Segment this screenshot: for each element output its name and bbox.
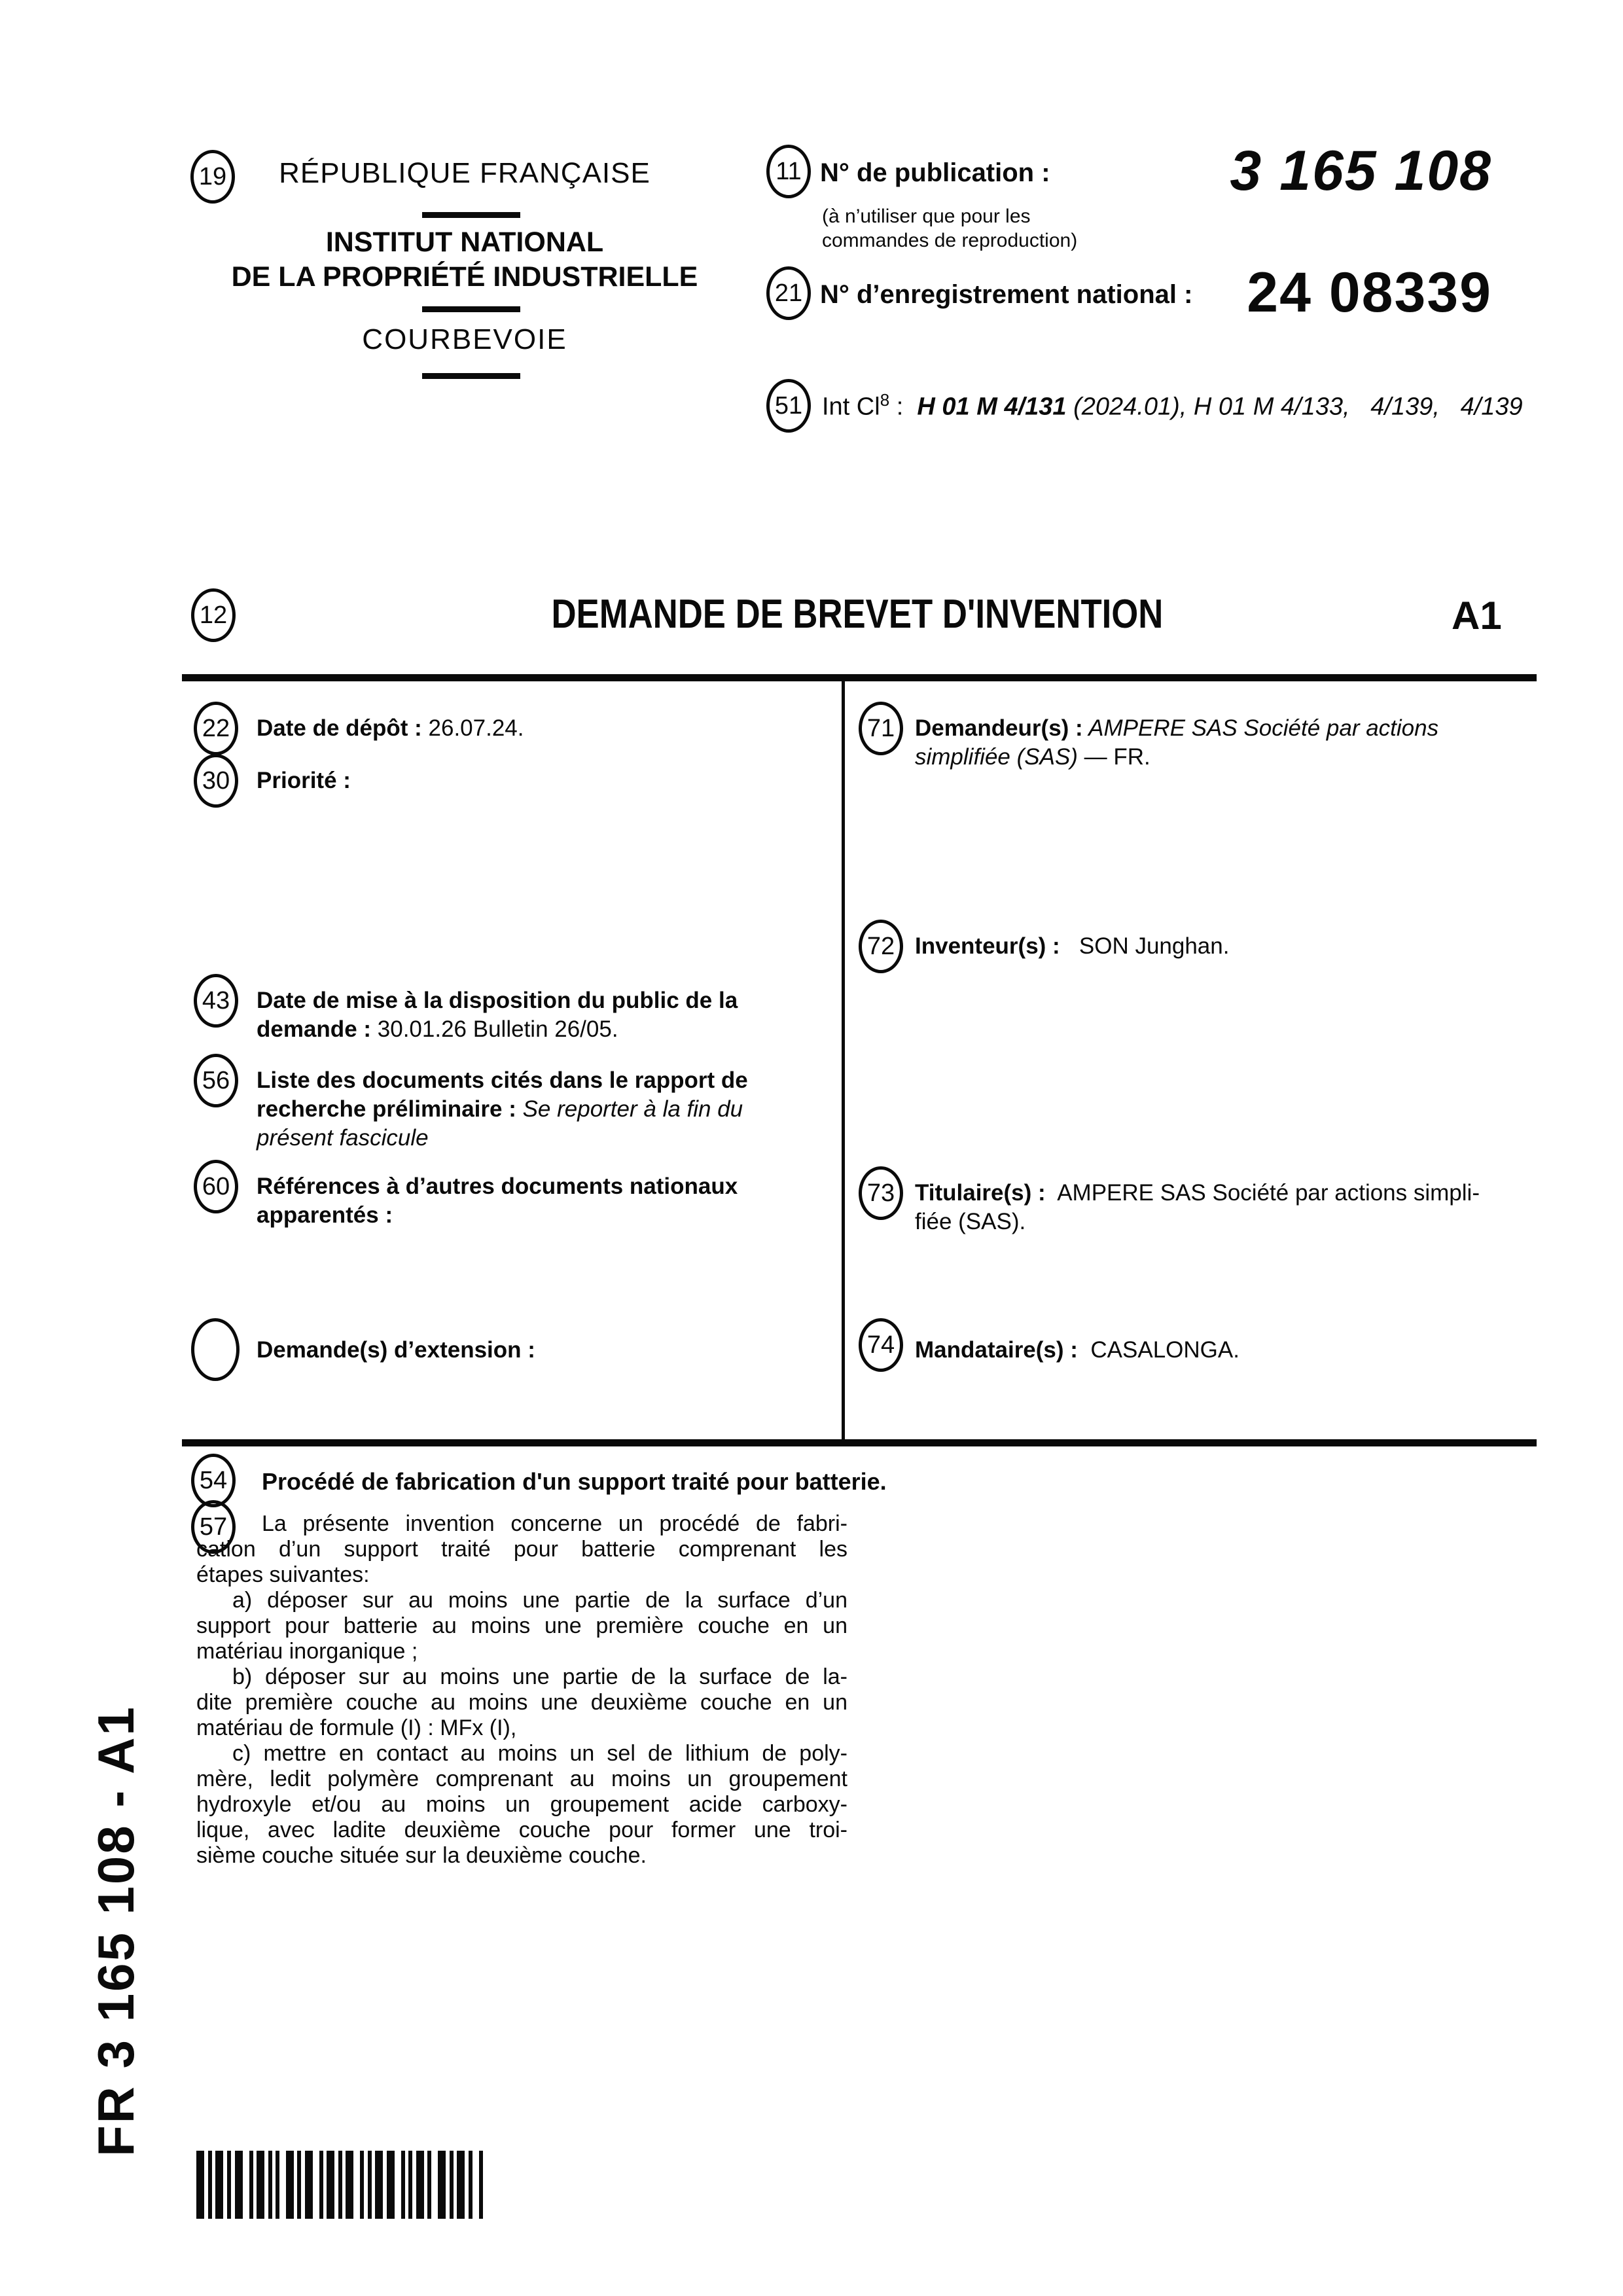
abstract-line: cation d’un support traité pour batterie comprenant les bbox=[196, 1537, 847, 1562]
filing-date-label: Date de dépôt : bbox=[257, 715, 422, 741]
int-cl-label: Int Cl bbox=[822, 393, 880, 421]
applicant-label: Demandeur(s) : bbox=[915, 715, 1083, 741]
barcode-gap bbox=[279, 2151, 286, 2219]
abstract-line: hydroxyle et/ou au moins un groupement acide carboxy- bbox=[196, 1792, 847, 1817]
barcode-gap bbox=[395, 2151, 401, 2219]
inid-code-72 bbox=[859, 920, 903, 973]
document-title: DEMANDE DE BREVET D'INVENTION bbox=[551, 592, 1164, 637]
barcode-bar bbox=[327, 2151, 334, 2219]
extension-request-circle bbox=[191, 1318, 240, 1381]
inid-code-51 bbox=[766, 379, 811, 433]
barcode-gap bbox=[313, 2151, 319, 2219]
barcode bbox=[196, 2151, 484, 2219]
inid-code-43 bbox=[194, 974, 238, 1028]
inid-code-73 bbox=[859, 1166, 903, 1220]
note-line-2: commandes de reproduction) bbox=[822, 230, 1078, 251]
applicant-country: — FR. bbox=[1077, 744, 1150, 770]
cited-documents-note-1: Se reporter à la fin du bbox=[516, 1096, 743, 1122]
agent-name: CASALONGA. bbox=[1077, 1337, 1240, 1363]
related-documents-line-2: apparentés : bbox=[257, 1202, 393, 1228]
int-cl-line bbox=[822, 390, 1523, 422]
table-center-divider bbox=[842, 674, 845, 1446]
institut-line-2: DE LA PROPRIÉTÉ INDUSTRIELLE bbox=[231, 261, 698, 293]
abstract-text bbox=[196, 1511, 847, 1869]
applicant-name-line-2: simplifiée (SAS) bbox=[915, 744, 1078, 770]
header-divider-rule-3 bbox=[422, 373, 520, 379]
inid-code-11 bbox=[766, 145, 811, 198]
publication-number-value: 3 165 108 bbox=[1230, 139, 1492, 202]
inventor-label: Inventeur(s) : bbox=[915, 933, 1060, 959]
inid-code-71-number: 71 bbox=[866, 714, 895, 742]
barcode-bar bbox=[416, 2151, 424, 2219]
barcode-bar bbox=[375, 2151, 383, 2219]
abstract-line: matériau inorganique ; bbox=[196, 1639, 418, 1664]
inid-code-22-number: 22 bbox=[202, 714, 230, 742]
abstract-line: La présente invention concerne un procédé de fabri- bbox=[262, 1511, 847, 1536]
cited-documents-note-2: présent fascicule bbox=[257, 1125, 429, 1151]
abstract-line: a) déposer sur au moins une partie de la surface d’un bbox=[232, 1588, 847, 1613]
related-documents-line-1: Références à d’autres documents nationaux bbox=[257, 1174, 738, 1199]
inid-code-74 bbox=[859, 1318, 903, 1372]
publication-number-note bbox=[822, 204, 1077, 253]
inid-code-30-number: 30 bbox=[202, 766, 230, 795]
applicant-row bbox=[915, 714, 1504, 772]
int-cl-sup: 8 bbox=[880, 390, 890, 410]
barcode-bar bbox=[235, 2151, 243, 2219]
barcode-bar bbox=[286, 2151, 294, 2219]
publication-date-value: 30.01.26 Bulletin 26/05. bbox=[371, 1016, 618, 1042]
inid-code-72-number: 72 bbox=[866, 932, 895, 960]
publication-date-line-1: Date de mise à la disposition du public de la bbox=[257, 988, 738, 1013]
cited-documents-line-1: Liste des documents cités dans le rapport de bbox=[257, 1067, 748, 1093]
header-divider-rule-2 bbox=[422, 306, 520, 312]
sidebar-document-reference: FR 3 165 108 - A1 bbox=[87, 1705, 145, 2157]
inid-code-12 bbox=[191, 588, 236, 642]
filing-date-row bbox=[257, 714, 793, 743]
inid-code-57-number: 57 bbox=[199, 1513, 228, 1541]
int-cl-sep: : bbox=[889, 393, 918, 421]
abstract-line: mère, ledit polymère comprenant au moins un groupement bbox=[196, 1767, 847, 1791]
barcode-gap bbox=[243, 2151, 249, 2219]
table-bottom-rule bbox=[182, 1439, 1537, 1446]
applicant-line-2 bbox=[915, 743, 1504, 772]
barcode-bar bbox=[346, 2151, 353, 2219]
owner-name-line-1: AMPERE SAS Société par actions simpli- bbox=[1045, 1180, 1480, 1206]
inid-code-54 bbox=[191, 1454, 236, 1507]
publication-number-label: N° de publication : bbox=[820, 158, 1050, 187]
barcode-bar bbox=[196, 2151, 204, 2219]
note-line-1: (à n’utiliser que pour les bbox=[822, 206, 1031, 227]
inid-code-21-number: 21 bbox=[774, 279, 803, 307]
cited-documents-row bbox=[257, 1066, 819, 1153]
owner-label: Titulaire(s) : bbox=[915, 1180, 1046, 1206]
int-cl-other-classes: (2024.01), H 01 M 4/133, 4/139, 4/139 bbox=[1066, 393, 1523, 421]
cited-documents-line-2 bbox=[257, 1095, 819, 1124]
registration-number-label: N° d’enregistrement national : bbox=[820, 280, 1193, 309]
republique-francaise-label: RÉPUBLIQUE FRANÇAISE bbox=[279, 157, 651, 189]
barcode-bar bbox=[257, 2151, 264, 2219]
abstract-line: dite première couche au moins une deuxième couche en un bbox=[196, 1690, 847, 1715]
invention-title: Procédé de fabrication d'un support traité pour batterie. bbox=[262, 1468, 887, 1495]
barcode-bar bbox=[438, 2151, 446, 2219]
extension-request-label: Demande(s) d’extension : bbox=[257, 1337, 535, 1363]
city-label: COURBEVOIE bbox=[362, 323, 567, 355]
applicant-name-line-1: AMPERE SAS Société par actions bbox=[1082, 715, 1439, 741]
table-top-rule bbox=[182, 674, 1537, 681]
inid-code-56 bbox=[194, 1054, 238, 1107]
inid-code-43-number: 43 bbox=[202, 986, 230, 1014]
owner-row bbox=[915, 1179, 1530, 1236]
inventor-name: SON Junghan. bbox=[1060, 933, 1230, 959]
abstract-line: c) mettre en contact au moins un sel de lithium de poly- bbox=[232, 1741, 847, 1766]
barcode-gap bbox=[473, 2151, 479, 2219]
abstract-line: sième couche située sur la deuxième couche. bbox=[196, 1843, 647, 1868]
filing-date-value: 26.07.24. bbox=[421, 715, 524, 741]
barcode-gap bbox=[483, 2151, 484, 2219]
int-cl-main-class: H 01 M 4/131 bbox=[917, 393, 1067, 421]
inid-code-73-number: 73 bbox=[866, 1179, 895, 1207]
inid-code-74-number: 74 bbox=[866, 1331, 895, 1359]
inid-code-54-number: 54 bbox=[199, 1466, 228, 1494]
inid-code-56-number: 56 bbox=[202, 1066, 230, 1094]
inid-code-21 bbox=[766, 266, 811, 320]
inid-code-22 bbox=[194, 702, 238, 755]
inid-code-11-number: 11 bbox=[776, 157, 802, 185]
inid-code-12-number: 12 bbox=[199, 601, 228, 629]
document-title-wrap bbox=[419, 591, 1296, 637]
owner-name-line-2: fiée (SAS). bbox=[915, 1209, 1026, 1234]
barcode-bar bbox=[305, 2151, 313, 2219]
institut-national-label bbox=[170, 225, 759, 295]
abstract-line: support pour batterie au moins une première couche en un bbox=[196, 1613, 847, 1638]
publication-date-line-2 bbox=[257, 1015, 819, 1044]
document-kind-code: A1 bbox=[1452, 594, 1502, 637]
barcode-bar bbox=[215, 2151, 223, 2219]
inventor-row bbox=[915, 932, 1504, 961]
barcode-gap bbox=[431, 2151, 438, 2219]
inid-code-51-number: 51 bbox=[774, 391, 803, 420]
abstract-line: b) déposer sur au moins une partie de la surface de la- bbox=[232, 1664, 847, 1689]
applicant-line-1 bbox=[915, 714, 1504, 743]
inid-code-30 bbox=[194, 754, 238, 808]
barcode-gap bbox=[353, 2151, 360, 2219]
publication-date-row bbox=[257, 986, 819, 1044]
inid-code-60 bbox=[194, 1160, 238, 1213]
abstract-line: lique, avec ladite deuxième couche pour former une troi- bbox=[196, 1818, 847, 1842]
registration-number-value: 24 08339 bbox=[1247, 261, 1492, 324]
abstract-line: étapes suivantes: bbox=[196, 1562, 370, 1587]
related-documents-row bbox=[257, 1172, 819, 1230]
barcode-bar bbox=[457, 2151, 465, 2219]
abstract-line: matériau de formule (I) : MFx (I), bbox=[196, 1715, 517, 1740]
barcode-bar bbox=[387, 2151, 395, 2219]
agent-row bbox=[915, 1336, 1504, 1365]
institut-line-1: INSTITUT NATIONAL bbox=[325, 226, 604, 258]
priority-label: Priorité : bbox=[257, 768, 351, 793]
agent-label: Mandataire(s) : bbox=[915, 1337, 1078, 1363]
owner-line-1 bbox=[915, 1179, 1530, 1208]
cited-documents-label-2: recherche préliminaire : bbox=[257, 1096, 516, 1122]
inid-code-71 bbox=[859, 702, 903, 755]
inid-code-19 bbox=[190, 150, 235, 204]
inid-code-19-number: 19 bbox=[198, 162, 227, 190]
inid-code-60-number: 60 bbox=[202, 1172, 230, 1200]
header-divider-rule-1 bbox=[422, 212, 520, 218]
publication-date-label-2: demande : bbox=[257, 1016, 372, 1042]
